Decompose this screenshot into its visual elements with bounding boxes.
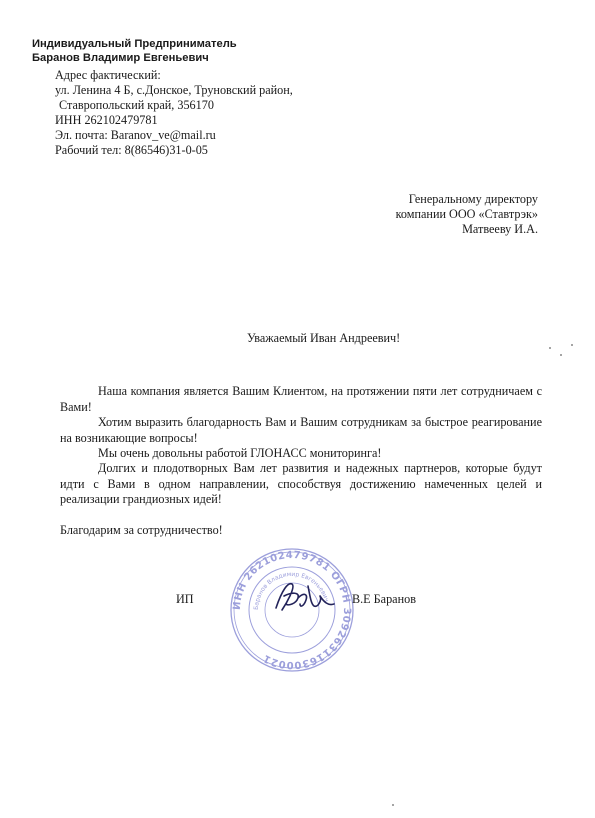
body-paragraph-4: Долгих и плодотворных Вам лет развития и надежных партнеров, которые будут идти с Вами в одном направлении, способствуя достижению намеченных целей и реализации грандиозных идей! (60, 461, 542, 506)
address-line-2: Ставропольский край, 356170 (59, 98, 214, 112)
phone: Рабочий тел: 8(86546)31-0-05 (55, 143, 208, 157)
signature-name: В.Е Баранов (352, 592, 416, 606)
body-paragraph-2: Хотим выразить благодарность Вам и Вашим сотрудникам за быстрое реагирование на возникающие вопросы! (60, 415, 542, 445)
scan-speck (571, 344, 573, 346)
email: Эл. почта: Baranov_ve@mail.ru (55, 128, 216, 142)
scan-speck (392, 804, 394, 806)
body-paragraph-3: Мы очень довольны работой ГЛОНАСС мониторинга! (98, 446, 382, 460)
address-label: Адрес фактический: (55, 68, 161, 82)
sender-name: Баранов Владимир Евгеньевич (32, 52, 209, 64)
scan-speck (549, 347, 551, 349)
handwritten-signature (270, 578, 340, 618)
recipient-line-1: Генеральному директору (408, 192, 538, 206)
sender-title: Индивидуальный Предприниматель (32, 38, 237, 50)
scan-speck (560, 354, 562, 356)
recipient-line-3: Матвееву И.А. (462, 222, 538, 236)
inn: ИНН 262102479781 (55, 113, 158, 127)
closing: Благодарим за сотрудничество! (60, 523, 223, 537)
seal-ring-text: ИНН 262102479781 ОГРН 309263116300021 (231, 549, 353, 671)
salutation: Уважаемый Иван Андреевич! (247, 331, 401, 345)
seal-inner-text: Баранов Владимир Евгеньевич (252, 570, 330, 611)
recipient-line-2: компании ООО «Ставтрэк» (395, 207, 538, 221)
body-paragraph-1: Наша компания является Вашим Клиентом, на протяжении пяти лет сотрудничаем с Вами! (60, 384, 542, 414)
address-line-1: ул. Ленина 4 Б, с.Донское, Труновский район, (55, 83, 293, 97)
signature-title: ИП (176, 592, 194, 606)
